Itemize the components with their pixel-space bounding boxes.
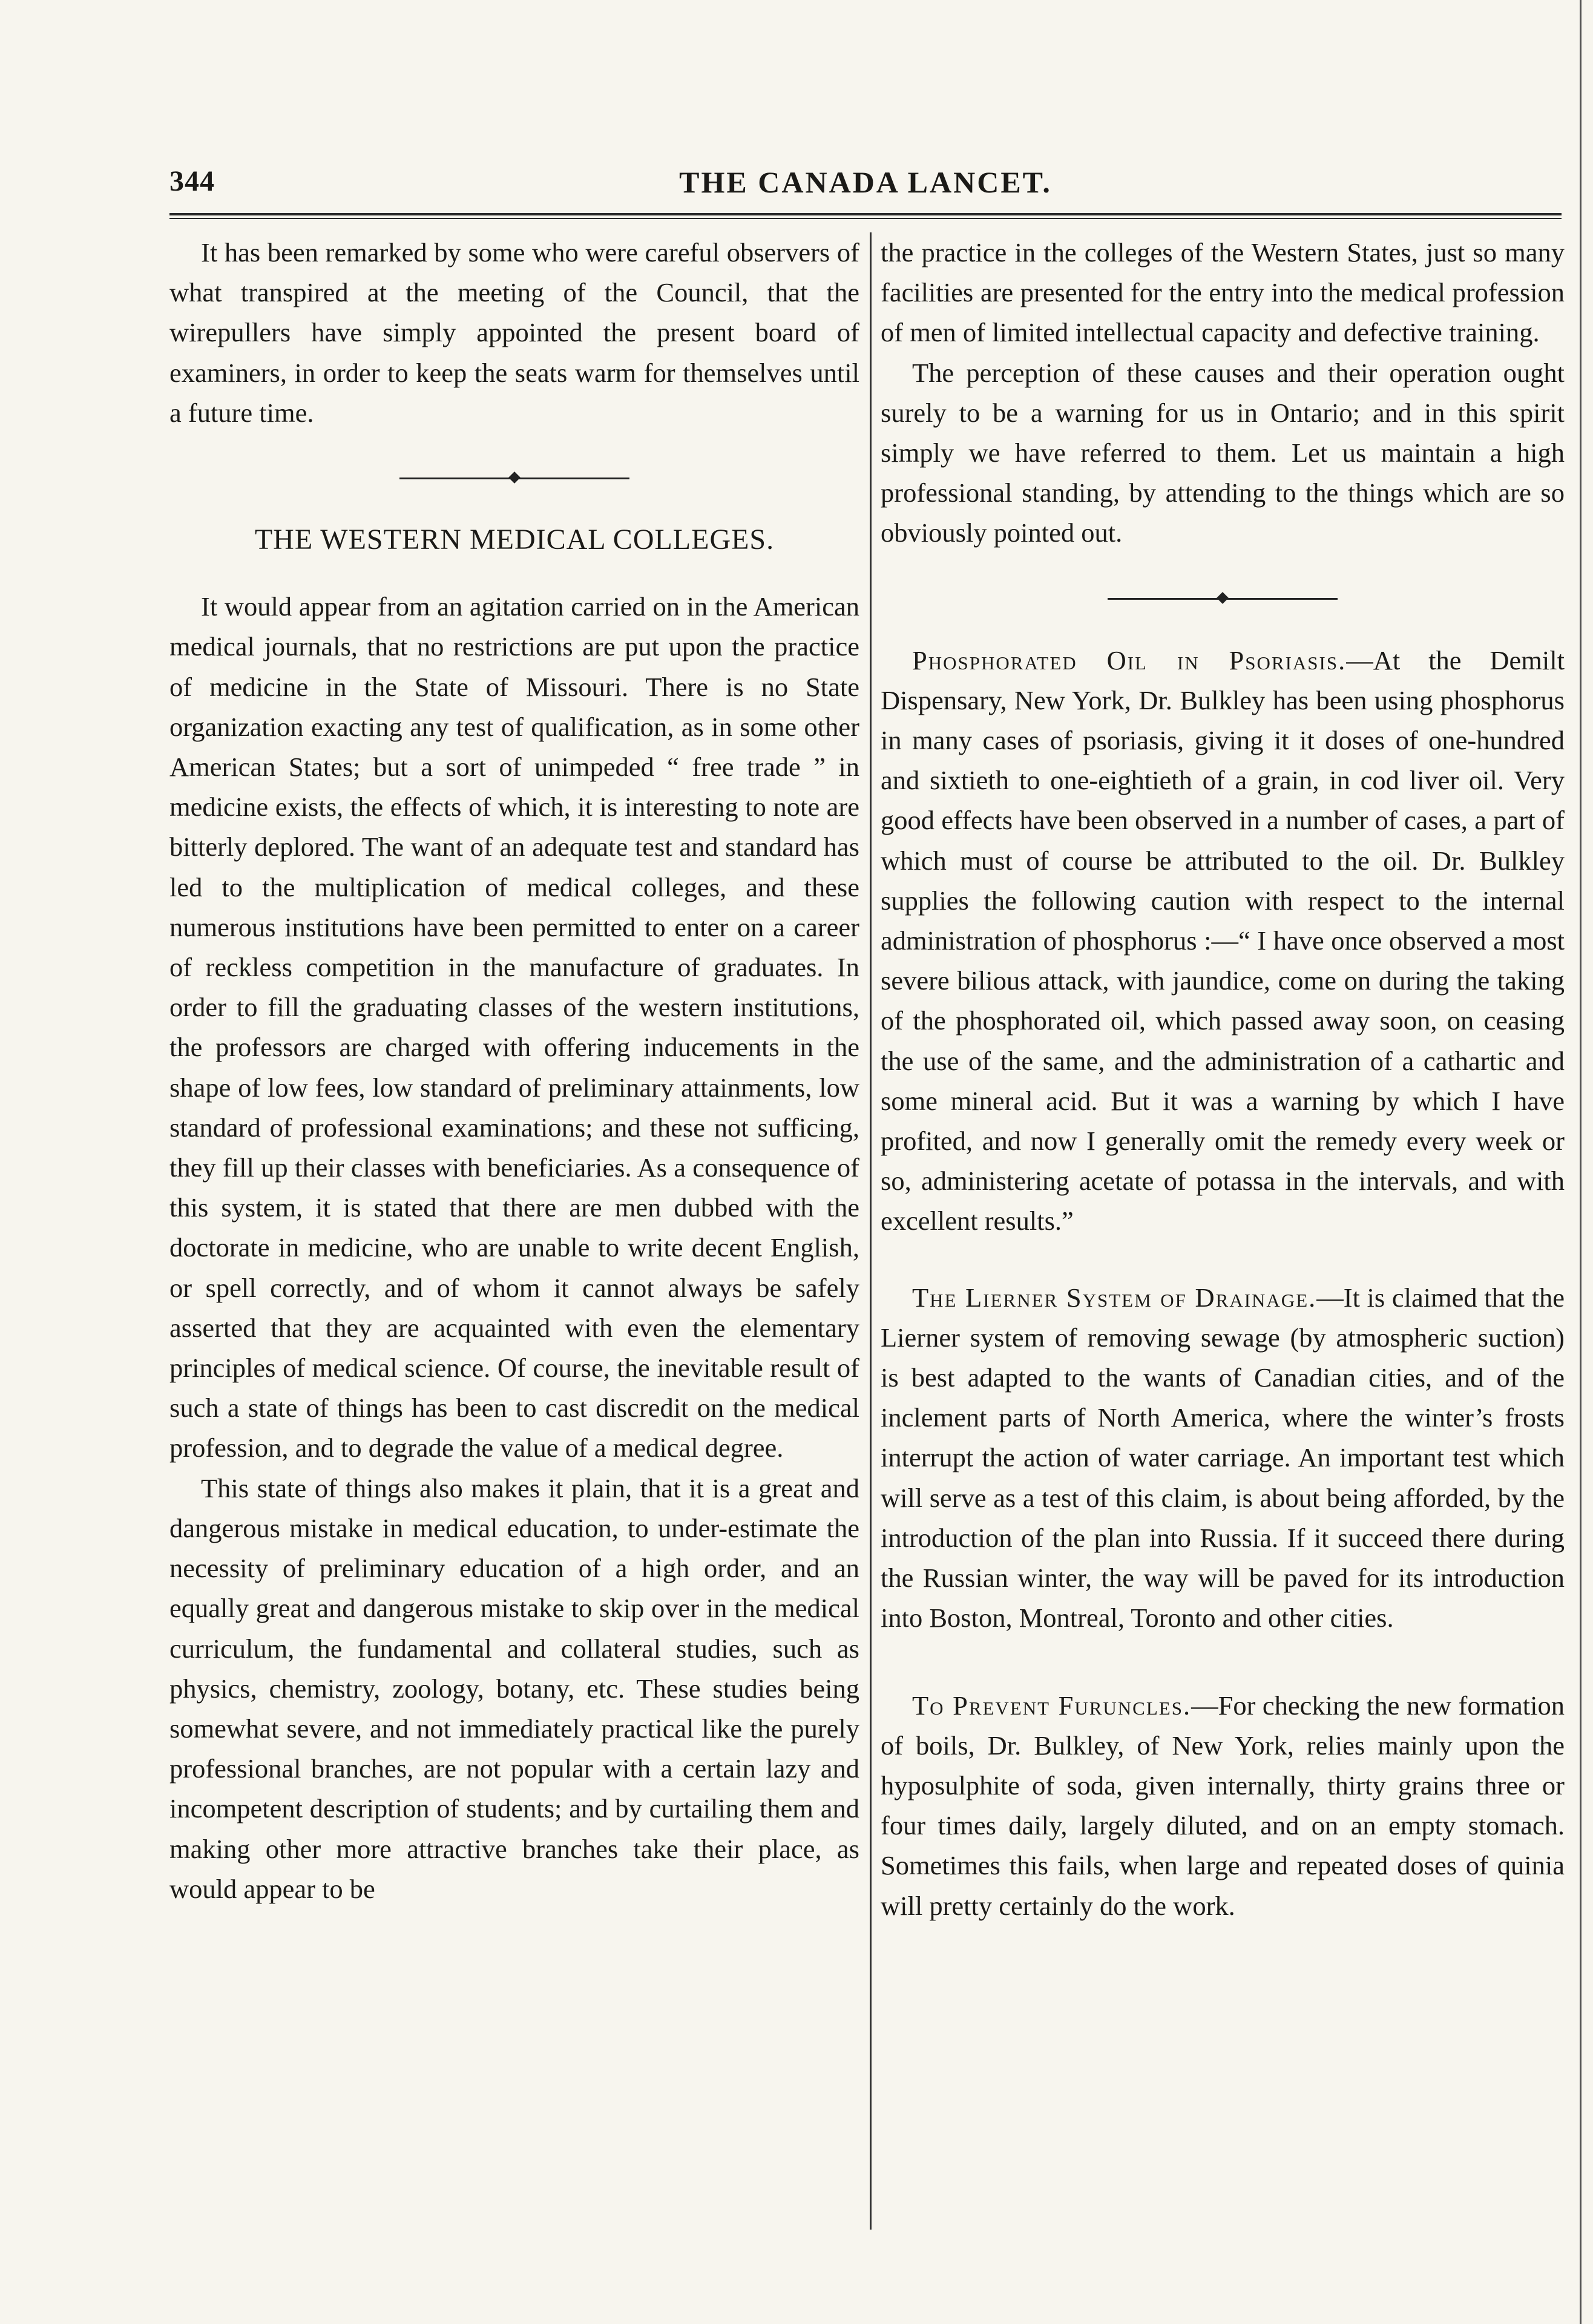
news-item-title: To Prevent Furuncles. xyxy=(912,1690,1192,1721)
article-continuation: the practice in the colleges of the Western States, just so many facilities are presented for the entry into the medical profession of men of limited intellectual capacity and defective training. xyxy=(881,237,1565,348)
news-item-title: The Lierner System of Drainage. xyxy=(912,1282,1317,1313)
news-item-title: Phosphorated Oil in Psoriasis. xyxy=(912,645,1347,675)
news-item-body: —For checking the new formation of boils, Dr. Bulkley, of New York, relies mainly upon the hyposulphite of soda, given internally, thirty grains three or four times daily, largely diluted, and on an empty stomach. Sometimes this fails, when large and repeated doses of quinia will pretty certainly do the work. xyxy=(881,1690,1565,1921)
section-separator xyxy=(169,470,859,486)
article-paragraph: The perception of these causes and their operation ought surely to be a warning for us in Ontario; and in this spirit simply we have referred to them. Let us maintain a high professional standing, by attending to the things which are so obviously pointed out. xyxy=(881,357,1565,548)
news-item-lierner-drainage xyxy=(881,1278,1565,1638)
news-item-body: —It is claimed that the Lierner system of removing sewage (by atmospheric suction) is best adapted to the wants of Canadian cities, and of the inclement parts of North America, where the winter’s frosts interrupt the action of water carriage. An important test which will serve as a test of this claim, is about being afforded, by the introduction of the plan into Russia. If it succeed there during the Russian winter, the way will be paved for its introduction into Boston, Montreal, Toronto and other cities. xyxy=(881,1282,1565,1633)
intro-paragraph: It has been remarked by some who were careful observers of what transpired at the meeting of the Council, that the wirepullers have simply appointed the present board of examiners, in order to keep the seats warm for themselves until a future time. xyxy=(169,237,859,428)
section-separator xyxy=(881,591,1565,606)
article-paragraph: This state of things also makes it plain, that it is a great and dangerous mistake in medical education, to under-estimate the necessity of preliminary education of a high order, and an equally great and dangerous mistake to skip over in the medical curriculum, the fundamental and collateral studies, such as physics, chemistry, zoology, botany, etc. These studies being somewhat severe, and not immediately practical like the purely professional branches, are not popular with a certain lazy and incompetent description of students; and by curtailing them and making other more attractive branches take their place, as would appear to be xyxy=(169,1472,859,1904)
article-paragraph: It would appear from an agitation carried on in the American medical journals, that no restrictions are put upon the practice of medicine in the State of Missouri. There is no State organization exacting any test of qualification, as in some other American States; but a sort of unimpeded “ free trade ” in medicine exists, the effects of which, it is interesting to note are bitterly deplored. The want of an adequate test and standard has led to the multiplication of medical colleges, and these numerous institutions have been permitted to enter on a career of reckless competition in the manufacture of graduates. In order to fill the graduating classes of the western institutions, the professors are charged with offering inducements in the shape of low fees, low standard of preliminary attainments, low standard of professional examinations; and these not sufficing, they fill up their classes with beneficiaries. As a consequence of this system, it is stated that there are men dubbed with the doctorate in medicine, who are unable to write decent English, or spell correctly, and of whom it cannot always be safely asserted that they are acquainted with even the elementary principles of medical science. Of course, the inevitable result of such a state of things has been to cast discredit on the medical profession, and to degrade the value of a medical degree. xyxy=(169,591,859,1463)
page-number: 344 xyxy=(169,165,215,197)
running-head: THE CANADA LANCET. xyxy=(679,165,1052,199)
section-heading: THE WESTERN MEDICAL COLLEGES. xyxy=(254,524,775,556)
page-header xyxy=(169,165,1562,207)
news-item-phosphorated-oil xyxy=(881,640,1565,1241)
page-edge-rule xyxy=(1580,0,1582,2324)
left-column xyxy=(169,232,859,1909)
news-item-body: —At the Demilt Dispensary, New York, Dr. Bulkley has been using phosphorus in many cases of psoriasis, giving it it doses of one-hundred and sixtieth to one-eightieth of a grain, in cod liver oil. Very good effects have been observed in a number of cases, a part of which must of course be attributed to the oil. Dr. Bulkley supplies the following caution with respect to the internal administration of phosphorus :—“ I have once observed a most severe bilious attack, with jaundice, come on during the taking of the phosphorated oil, which passed away soon, on ceasing the use of the same, and the administration of a cathartic and some mineral acid. But it was a warning by which I have profited, and now I generally omit the remedy every week or so, administering acetate of potassa in the intervals, and with excellent results.” xyxy=(881,645,1565,1236)
right-column xyxy=(881,232,1565,1926)
news-item-furuncles xyxy=(881,1686,1565,1926)
header-rule xyxy=(169,213,1562,219)
column-divider xyxy=(870,232,872,2230)
